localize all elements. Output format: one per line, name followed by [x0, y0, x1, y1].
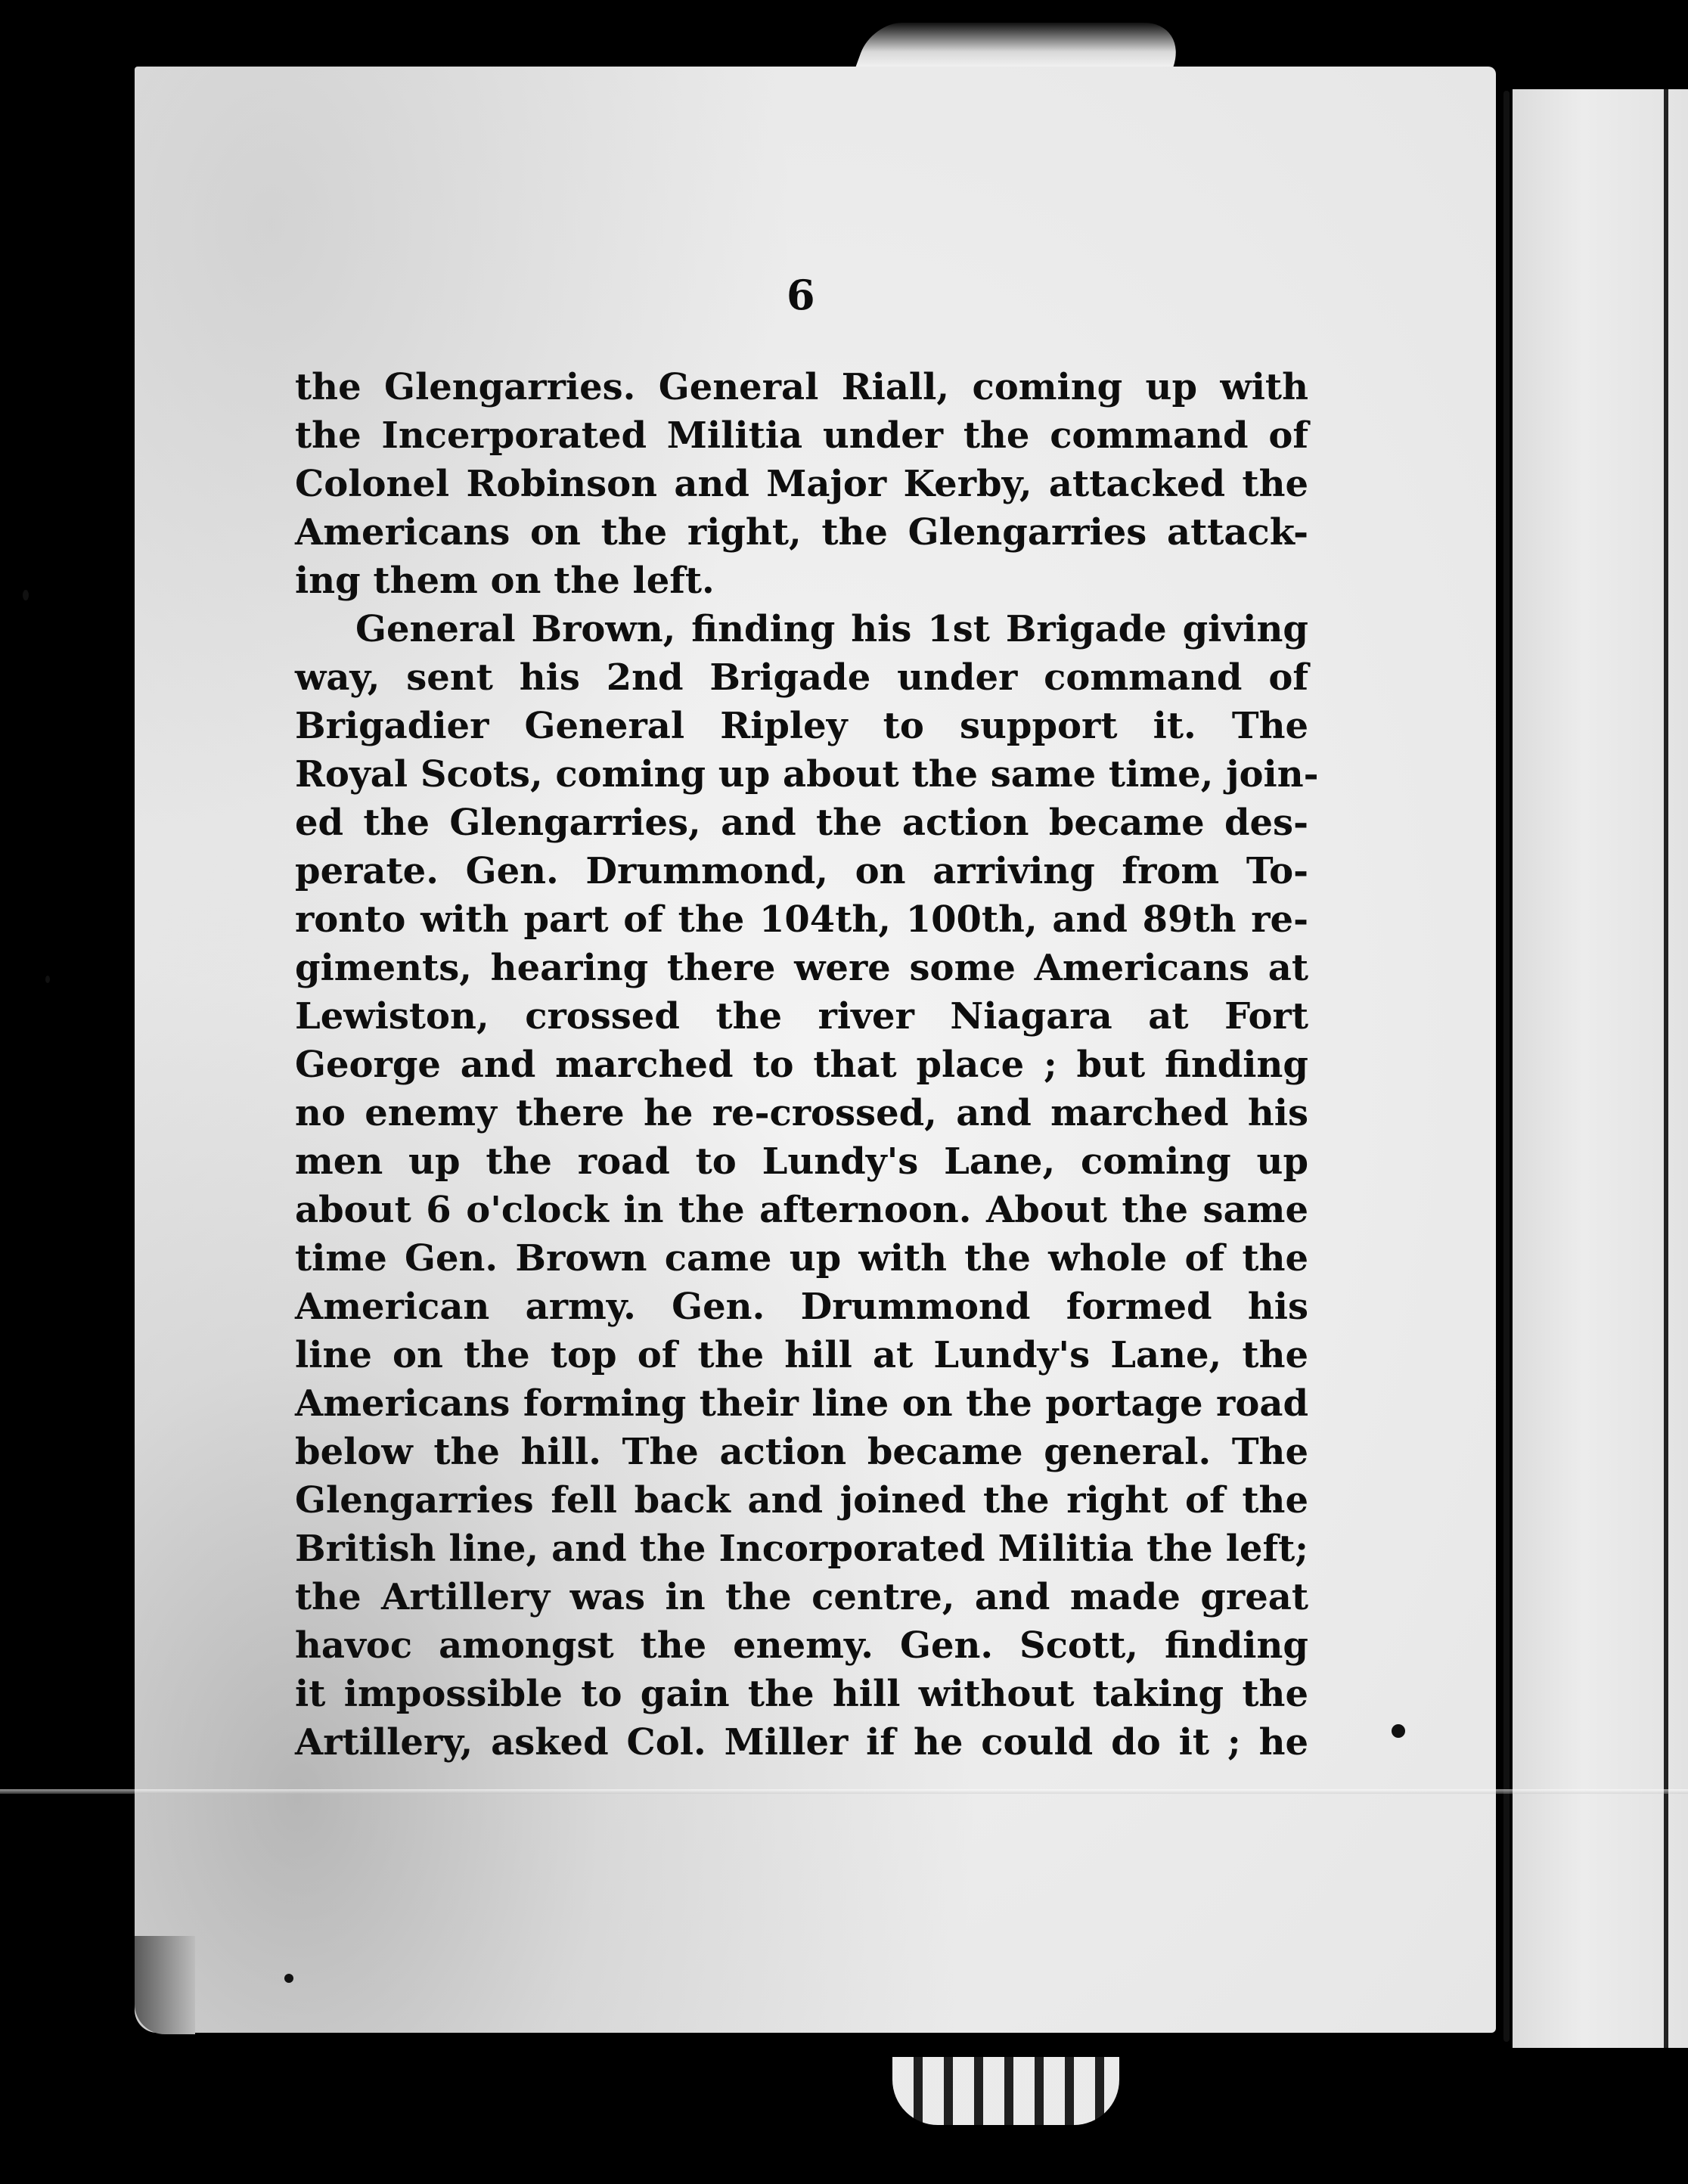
text-line: General Brown, finding his 1st Brigade giving: [355, 608, 1308, 650]
text-line: Artillery, asked Col. Miller if he could do it ; he: [295, 1721, 1308, 1764]
text-line: it impossible to gain the hill without taking the: [295, 1673, 1308, 1715]
speck: [23, 590, 29, 600]
speck: [45, 976, 50, 983]
text-line: British line, and the Incorporated Militia the left;: [295, 1528, 1308, 1570]
text-line: ronto with part of the 104th, 100th, and 89th re-: [295, 898, 1308, 941]
text-line: ing them on the left.: [295, 560, 715, 602]
text-line: time Gen. Brown came up with the whole of the: [295, 1237, 1308, 1280]
text-line: Americans forming their line on the portage road: [295, 1382, 1308, 1425]
text-line: no enemy there he re-crossed, and marched his: [295, 1092, 1308, 1134]
text-line: Brigadier General Ripley to support it. The: [295, 705, 1308, 747]
text-line: line on the top of the hill at Lundy's Lane, the: [295, 1334, 1308, 1376]
text-line: the Incerporated Militia under the command of: [295, 414, 1308, 457]
text-line: ed the Glengarries, and the action became des-: [295, 802, 1308, 844]
text-line: the Artillery was in the centre, and made great: [295, 1576, 1308, 1618]
scan-streak: [0, 1789, 1688, 1794]
text-line: way, sent his 2nd Brigade under command of: [295, 656, 1308, 699]
text-line: men up the road to Lundy's Lane, coming up: [295, 1140, 1308, 1183]
text-line: the Glengarries. General Riall, coming up with: [295, 366, 1308, 408]
text-line: Glengarries fell back and joined the right of the: [295, 1479, 1308, 1522]
text-line: George and marched to that place ; but finding: [295, 1044, 1308, 1086]
speck: [284, 1974, 293, 1983]
text-line: Colonel Robinson and Major Kerby, attacked the: [295, 463, 1308, 505]
text-line: giments, hearing there were some Americans at: [295, 947, 1308, 989]
text-line: Royal Scots, coming up about the same time, join-: [295, 753, 1319, 796]
text-line: Americans on the right, the Glengarries attack-: [295, 511, 1308, 554]
text-line: about 6 o'clock in the afternoon. About the same: [295, 1189, 1308, 1231]
binding-fragment: [892, 2057, 1119, 2125]
text-line: havoc amongst the enemy. Gen. Scott, finding: [295, 1624, 1308, 1667]
book-spine: [1503, 91, 1510, 2042]
body-text: [295, 363, 1319, 1767]
page-number: 6: [787, 271, 815, 319]
text-line: perate. Gen. Drummond, on arriving from To-: [295, 850, 1308, 892]
text-line: below the hill. The action became general. The: [295, 1431, 1308, 1473]
speck: [1392, 1724, 1405, 1738]
page-curl: [135, 1936, 195, 2034]
facing-page-edge: [1513, 89, 1688, 2048]
text-line: Lewiston, crossed the river Niagara at Fort: [295, 995, 1308, 1038]
text-line: American army. Gen. Drummond formed his: [295, 1286, 1308, 1328]
facing-page-border: [1664, 89, 1668, 2048]
